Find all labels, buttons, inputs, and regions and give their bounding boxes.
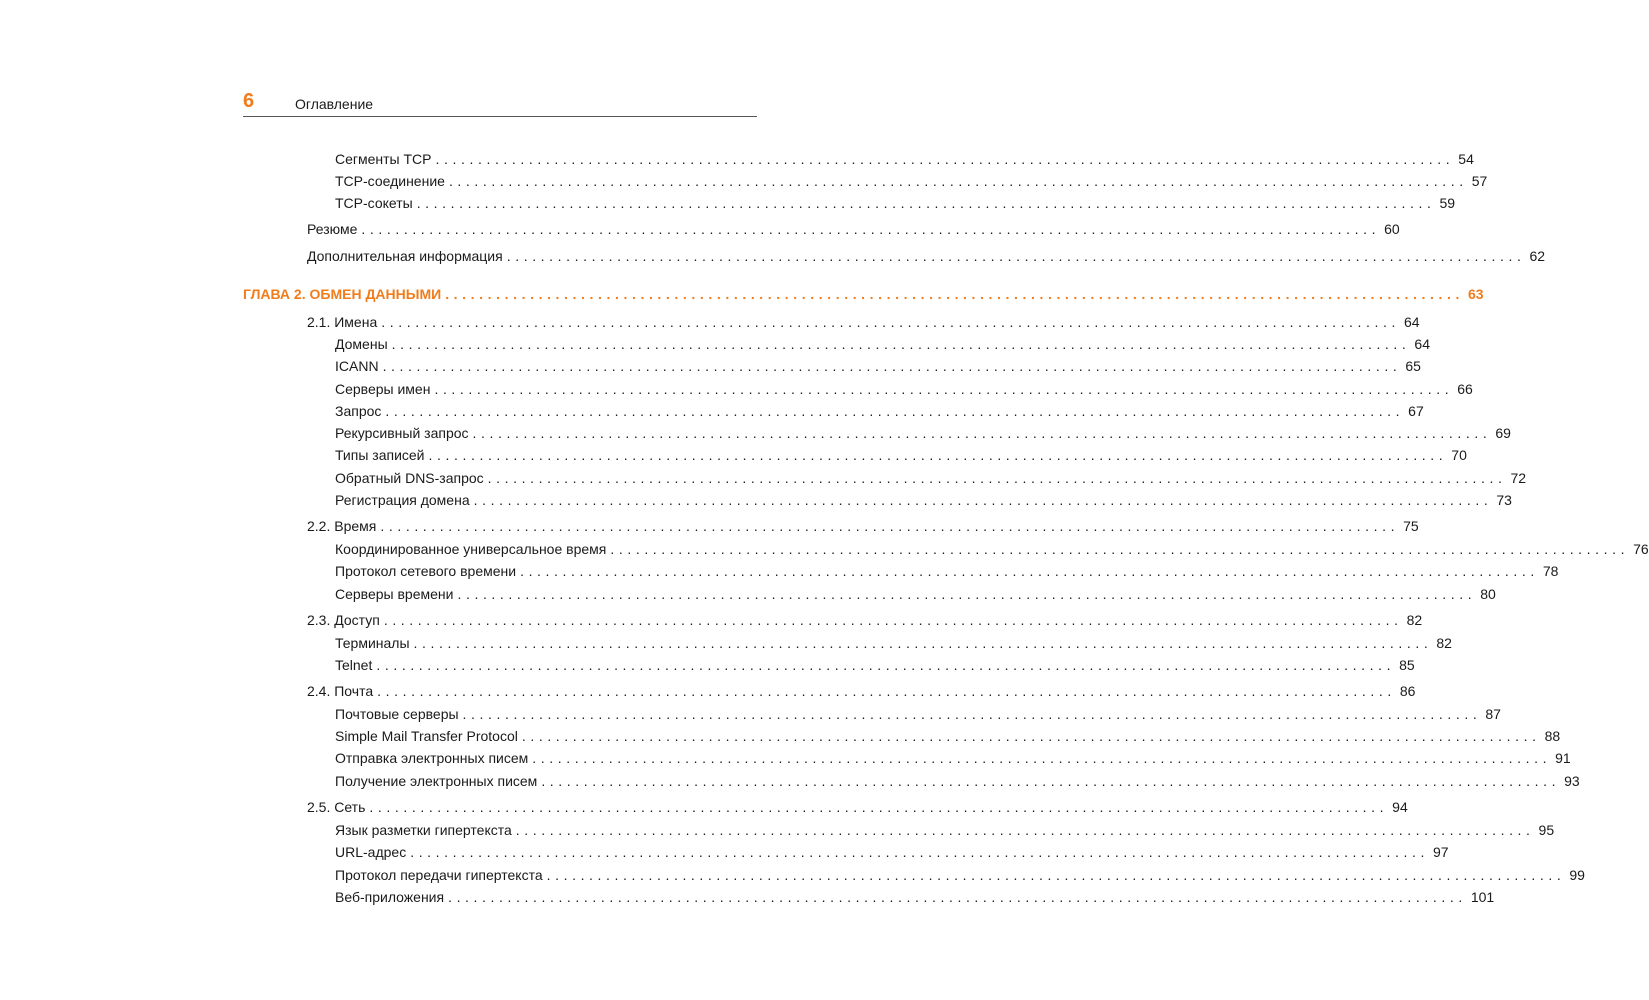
toc-entry: [335, 446, 1467, 464]
toc-entry-title: Язык разметки гипертекста: [335, 822, 512, 838]
toc-entry-title: Резюме: [307, 221, 358, 237]
toc-entry-title: Веб-приложения: [335, 889, 445, 905]
dot-leader: ........................................................................................................................: [448, 173, 1468, 189]
dot-leader: ........................................................................................................................: [472, 425, 1492, 441]
toc-entry: [307, 313, 1420, 331]
toc-entry: [335, 843, 1449, 861]
toc-entry-page: 101: [1470, 889, 1495, 905]
dot-leader: ........................................................................................................................: [380, 518, 1400, 534]
toc-entry: [307, 220, 1400, 238]
toc-entry: [335, 357, 1421, 375]
toc-entry-title: Почтовые серверы: [335, 706, 459, 722]
toc-entry-page: 59: [1439, 195, 1456, 211]
toc-entry-title: Протокол сетевого времени: [335, 563, 517, 579]
dot-leader: ........................................................................................................................: [410, 844, 1429, 860]
toc-entry: [307, 798, 1408, 816]
dot-leader: ........................................................................................................................: [546, 867, 1566, 883]
toc-entry-title: Протокол передачи гипертекста: [335, 867, 543, 883]
toc-entry-page: 64: [1414, 336, 1430, 352]
toc-entry-page: 94: [1392, 799, 1408, 815]
toc-entry-title: Дополнительная информация: [307, 248, 503, 264]
toc-entry: [335, 888, 1495, 906]
toc-entry-page: 93: [1564, 773, 1580, 789]
toc-entry: [335, 705, 1501, 723]
dot-leader: ........................................................................................................................: [448, 889, 1467, 905]
toc-entry: [335, 634, 1452, 652]
toc-entry-page: 97: [1432, 844, 1449, 860]
toc-entry-page: 82: [1406, 612, 1423, 628]
toc-entry-title: Simple Mail Transfer Protocol: [335, 728, 518, 744]
toc-entry: [307, 247, 1546, 265]
toc-entry-title: Запрос: [335, 403, 382, 419]
toc-entry-title: 2.1. Имена: [307, 314, 378, 330]
toc-entry-title: ГЛАВА 2. ОБМЕН ДАННЫМИ: [243, 286, 442, 302]
toc-entry-page: 87: [1485, 706, 1501, 722]
dot-leader: ........................................................................................................................: [428, 447, 1448, 463]
toc-entry-title: Типы записей: [335, 447, 425, 463]
toc-entry-page: 69: [1495, 425, 1511, 441]
toc-entry-page: 64: [1404, 314, 1420, 330]
toc-entry-title: 2.3. Доступ: [307, 612, 380, 628]
toc-entry-page: 78: [1542, 563, 1559, 579]
toc-entry-title: ICANN: [335, 358, 379, 374]
dot-leader: ........................................................................................................................: [382, 358, 1402, 374]
dot-leader: ........................................................................................................................: [515, 822, 1535, 838]
toc-entry-title: 2.5. Сеть: [307, 799, 366, 815]
toc-entry-page: 82: [1436, 635, 1452, 651]
toc-entry: [335, 585, 1496, 603]
toc-entry: [335, 772, 1580, 790]
toc-entry: [335, 194, 1456, 212]
toc-entry-page: 85: [1399, 657, 1415, 673]
toc-entry-page: 95: [1538, 822, 1555, 838]
dot-leader: ........................................................................................................................: [520, 563, 1539, 579]
toc-entry: [335, 172, 1488, 190]
toc-entry-page: 72: [1510, 470, 1527, 486]
dot-leader: ........................................................................................................................: [416, 195, 1436, 211]
toc-entry-page: 91: [1555, 750, 1571, 766]
toc-entry: [335, 866, 1585, 884]
toc-entry-title: Обратный DNS-запрос: [335, 470, 484, 486]
toc-entry-page: 57: [1471, 173, 1488, 189]
toc-entry: [335, 150, 1474, 168]
dot-leader: ........................................................................................................................: [377, 683, 1396, 699]
toc-entry-title: Домены: [335, 336, 388, 352]
toc-entry-title: 2.2. Время: [307, 518, 377, 534]
toc-entry-title: Сегменты TCP: [335, 151, 432, 167]
toc-entry-title: 2.4. Почта: [307, 683, 374, 699]
toc-entry-title: Рекурсивный запрос: [335, 425, 469, 441]
page-number: 6: [243, 90, 255, 112]
dot-leader: ........................................................................................................................: [361, 221, 1381, 237]
toc-entry-page: 76: [1633, 541, 1649, 557]
toc-entry: [335, 402, 1424, 420]
dot-leader: ........................................................................................................................: [462, 706, 1482, 722]
toc-entry-title: TCP-сокеты: [335, 195, 413, 211]
toc-entry-page: 66: [1457, 381, 1473, 397]
toc-entry: [307, 611, 1423, 629]
dot-leader: ........................................................................................................................: [381, 314, 1400, 330]
toc-entry: [335, 562, 1559, 580]
toc-chapter-entry: [243, 285, 1484, 303]
toc-entry-page: 67: [1408, 403, 1424, 419]
toc-entry: [335, 335, 1430, 353]
dot-leader: ........................................................................................................................: [369, 799, 1389, 815]
toc-entry: [335, 821, 1555, 839]
dot-leader: ........................................................................................................................: [457, 586, 1477, 602]
toc-entry-title: Получение электронных писем: [335, 773, 538, 789]
running-title: Оглавление: [295, 96, 374, 112]
toc-entry-title: Координированное универсальное время: [335, 541, 607, 557]
toc-entry-title: Telnet: [335, 657, 373, 673]
toc-entry: [307, 517, 1419, 535]
dot-leader: ........................................................................................................................: [445, 286, 1464, 302]
toc-entry-page: 70: [1451, 447, 1467, 463]
toc-entry-page: 75: [1403, 518, 1419, 534]
dot-leader: ........................................................................................................................: [435, 151, 1455, 167]
toc-entry-page: 63: [1467, 286, 1484, 302]
dot-leader: ........................................................................................................................: [385, 403, 1405, 419]
toc-entry-page: 88: [1544, 728, 1561, 744]
toc-entry-page: 86: [1399, 683, 1416, 699]
toc-entry-title: Терминалы: [335, 635, 410, 651]
toc-entry-page: 99: [1569, 867, 1585, 883]
toc-entry: [335, 469, 1527, 487]
dot-leader: ........................................................................................................................: [413, 635, 1433, 651]
toc-entry: [307, 682, 1416, 700]
toc-entry: [335, 424, 1511, 442]
toc-entry: [335, 656, 1415, 674]
toc-entry-title: Серверы времени: [335, 586, 454, 602]
toc-entry: [335, 727, 1561, 745]
toc-entry-title: Серверы имен: [335, 381, 431, 397]
dot-leader: ........................................................................................................................: [521, 728, 1541, 744]
dot-leader: ........................................................................................................................: [383, 612, 1403, 628]
dot-leader: ........................................................................................................................: [541, 773, 1561, 789]
dot-leader: ........................................................................................................................: [434, 381, 1454, 397]
toc-entry: [335, 540, 1649, 558]
toc-entry-page: 62: [1529, 248, 1546, 264]
toc-entry-title: TCP-соединение: [335, 173, 445, 189]
toc-entry: [335, 749, 1571, 767]
toc-entry-title: Регистрация домена: [335, 492, 470, 508]
dot-leader: ........................................................................................................................: [506, 248, 1526, 264]
toc-entry-page: 80: [1480, 586, 1496, 602]
toc-entry-page: 73: [1496, 492, 1512, 508]
dot-leader: ........................................................................................................................: [376, 657, 1396, 673]
toc-entry: [335, 380, 1473, 398]
dot-leader: ........................................................................................................................: [610, 541, 1630, 557]
toc-entry-page: 65: [1405, 358, 1421, 374]
toc-entry-page: 60: [1384, 221, 1400, 237]
toc-entry-page: 54: [1458, 151, 1474, 167]
toc-entry-title: Отправка электронных писем: [335, 750, 529, 766]
dot-leader: ........................................................................................................................: [473, 492, 1493, 508]
dot-leader: ........................................................................................................................: [391, 336, 1411, 352]
toc-entry: [335, 491, 1512, 509]
dot-leader: ........................................................................................................................: [532, 750, 1552, 766]
toc-entry-title: URL-адрес: [335, 844, 407, 860]
dot-leader: ........................................................................................................................: [487, 470, 1507, 486]
